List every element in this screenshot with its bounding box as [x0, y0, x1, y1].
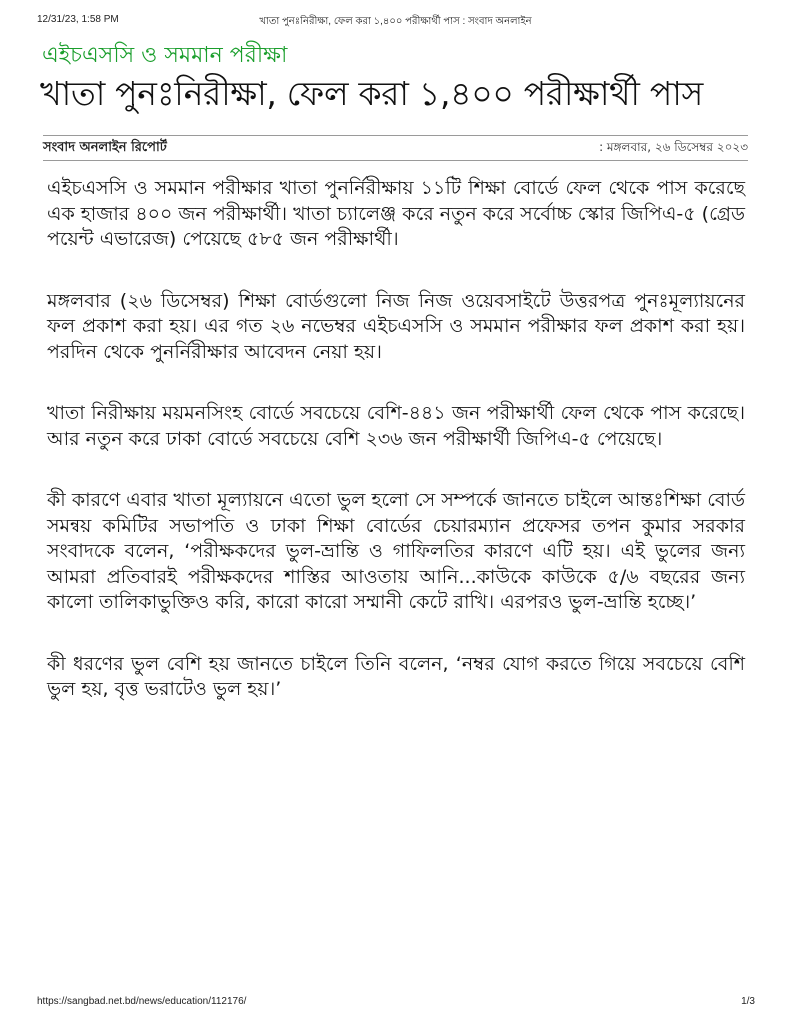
- article-kicker: এইচএসসি ও সমমান পরীক্ষা: [42, 43, 288, 68]
- article-meta-bar: [43, 135, 748, 161]
- print-url: https://sangbad.net.bd/news/education/112176/: [37, 996, 247, 1007]
- article-paragraph: এইচএসসি ও সমমান পরীক্ষার খাতা পুনর্নিরীক্ষায় ১১টি শিক্ষা বোর্ডে ফেল থেকে পাস করেছে এক হাজার ৪০০ জন পরীক্ষার্থী। খাতা চ্যালেঞ্জ করে নতুন করে সর্বোচ্চ স্কোর জিপিএ-৫ (গ্রেড পয়েন্ট এভারেজ) পেয়েছে ৫৮৫ জন পরীক্ষার্থী।: [47, 177, 745, 250]
- article-paragraph: মঙ্গলবার (২৬ ডিসেম্বর) শিক্ষা বোর্ডগুলো নিজ নিজ ওয়েবসাইটে উত্তরপত্র পুনঃমূল্যায়নের ফল প্রকাশ করা হয়। এর গত ২৬ নভেম্বর এইচএসসি ও সমমান পরীক্ষার ফল প্রকাশ করা হয়। পরদিন থেকে পুনর্নিরীক্ষার আবেদন নেয়া হয়।: [47, 289, 745, 363]
- article-publish-date: : মঙ্গলবার, ২৬ ডিসেম্বর ২০২৩: [599, 140, 748, 154]
- article-headline: খাতা পুনঃনিরীক্ষা, ফেল করা ১,৪০০ পরীক্ষার্থী পাস: [40, 74, 704, 113]
- print-header: [0, 14, 791, 30]
- print-page-number: 1/3: [741, 996, 755, 1007]
- article-paragraph: খাতা নিরীক্ষায় ময়মনসিংহ বোর্ডে সবচেয়ে বেশি-৪৪১ জন পরীক্ষার্থী ফেল থেকে পাস করেছে। আর নতুন করে ঢাকা বোর্ডে সবচেয়ে বেশি ২৩৬ জন পরীক্ষার্থী জিপিএ-৫ পেয়েছে।: [47, 402, 745, 450]
- article-paragraph: কী ধরণের ভুল বেশি হয় জানতে চাইলে তিনি বলেন, ‘নম্বর যোগ করতে গিয়ে সবচেয়ে বেশি ভুল হয়, বৃত্ত ভরাটেও ভুল হয়।’: [47, 652, 745, 700]
- print-datetime: 12/31/23, 1:58 PM: [37, 14, 119, 25]
- print-page-title: খাতা পুনঃনিরীক্ষা, ফেল করা ১,৪০০ পরীক্ষার্থী পাস : সংবাদ অনলাইন: [259, 16, 532, 27]
- article-author: সংবাদ অনলাইন রিপোর্ট: [43, 140, 167, 155]
- article-paragraph: কী কারণে এবার খাতা মূল্যায়নে এতো ভুল হলো সে সম্পর্কে জানতে চাইলে আন্তঃশিক্ষা বোর্ড সমন্বয় কমিটির সভাপতি ও ঢাকা শিক্ষা বোর্ডের চেয়ারম্যান প্রফেসর তপন কুমার সরকার সংবাদকে বলেন, ‘পরীক্ষকদের ভুল-ভ্রান্তি ও গাফিলতির কারণে এটি হয়। এই ভুলের জন্য আমরা প্রতিবারই পরীক্ষকদের শাস্তির আওতায় আনি...কাউকে কাউকে ৫/৬ বছরের জন্য কালো তালিকাভুক্তিও করি, কারো কারো সম্মানী কেটে রাখি। এরপরও ভুল-ভ্রান্তি হচ্ছে।’: [47, 489, 745, 613]
- article-body: [47, 176, 745, 739]
- print-footer: [0, 996, 791, 1010]
